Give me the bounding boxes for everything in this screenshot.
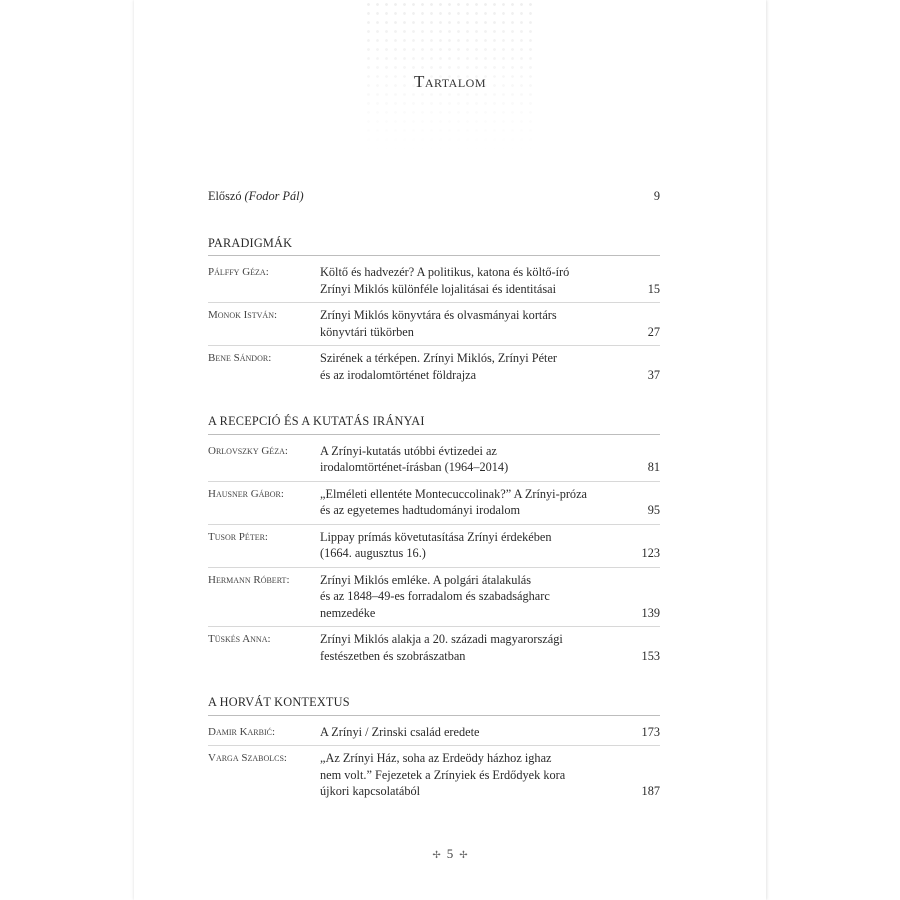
entry-page: 139 [641,605,660,620]
toc-row [208,746,660,805]
entry-author: Tüskés Anna: [208,633,271,645]
section-gap [208,669,660,694]
entry-author: Bene Sándor: [208,352,272,364]
toc-row [208,568,660,628]
entry-title: Zrínyi Miklós emléke. A polgári átalakulás és az 1848–49-es forradalom és szabadságharc nemzedéke [320,572,550,620]
section-paradigms [208,235,660,389]
toc-row [208,482,660,525]
page-title: Tartalom [413,72,487,91]
table-of-contents [208,188,660,805]
toc-row [208,260,660,303]
entry-page: 27 [647,324,660,339]
entry-author: Varga Szabolcs: [208,752,287,764]
toc-row [208,720,660,747]
page-footer [134,846,766,862]
foreword-page: 9 [653,189,660,203]
page-number: 5 [446,846,454,861]
toc-row [208,439,660,482]
section-gap [208,388,660,413]
section-reception [208,413,660,669]
entry-author: Orlovszky Géza: [208,444,288,457]
entry-title: Zrínyi Miklós könyvtára és olvasmányai kortárs könyvtári tükörben [320,308,557,339]
section-title: A HORVÁT KONTEXTUS [208,694,660,716]
entry-title: Lippay prímás követutasítása Zrínyi érdekében (1664. augusztus 16.) [320,529,552,560]
entry-author: Tusor Péter: [208,530,268,543]
entry-page: 81 [647,460,660,474]
entry-title: „Elméleti ellentéte Montecuccolinak?” A Zrínyi-próza és az egyetemes hadtudományi irodalom [320,486,588,517]
entry-page: 15 [647,281,660,296]
entry-title: Szirének a térképen. Zrínyi Miklós, Zrínyi Péter és az irodalomtörténet földrajza [320,351,557,382]
ornament-left-icon: ✢ [432,850,441,861]
toc-row [208,303,660,346]
foreword-author: (Fodor Pál) [244,189,304,203]
foreword-entry [208,188,660,205]
toc-row [208,627,660,669]
entry-page: 187 [641,784,660,798]
entry-page: 123 [641,546,660,560]
entry-author: Hausner Gábor: [208,487,284,500]
entry-author: Damir Karbić: [208,725,276,738]
toc-row [208,346,660,388]
entry-author: Pálffy Géza: [208,266,269,278]
entry-title: „Az Zrínyi Ház, soha az Erdeödy házhoz ighaz nem volt.” Fejezetek a Zrínyiek és Erdődyek kora újkori kapcsolatából [320,751,566,798]
book-page [134,0,766,900]
entry-page: 37 [647,367,660,382]
entry-title: Zrínyi Miklós alakja a 20. századi magyarországi festészetben és szobrászatban [320,632,563,663]
toc-row [208,525,660,568]
foreword-title-line [208,188,630,205]
entry-title: A Zrínyi-kutatás utóbbi évtizedei az irodalomtörténet-írásban (1964–2014) [320,443,509,474]
entry-author: Hermann Róbert: [208,573,290,586]
entry-title: Költő és hadvezér? A politikus, katona és költő-író Zrínyi Miklós különféle lojalitásai és identitásai [320,265,570,296]
section-title: A RECEPCIÓ ÉS A KUTATÁS IRÁNYAI [208,413,660,435]
entry-page: 173 [641,724,660,739]
entry-title: A Zrínyi / Zrinski család eredete [320,724,480,739]
foreword-title: Előszó [208,189,242,203]
ornament-right-icon: ✢ [459,850,468,861]
section-title: PARADIGMÁK [208,235,660,257]
entry-page: 153 [641,648,660,663]
section-croatian-context [208,694,660,805]
entry-author: Monok István: [208,309,278,321]
entry-page: 95 [647,503,660,517]
